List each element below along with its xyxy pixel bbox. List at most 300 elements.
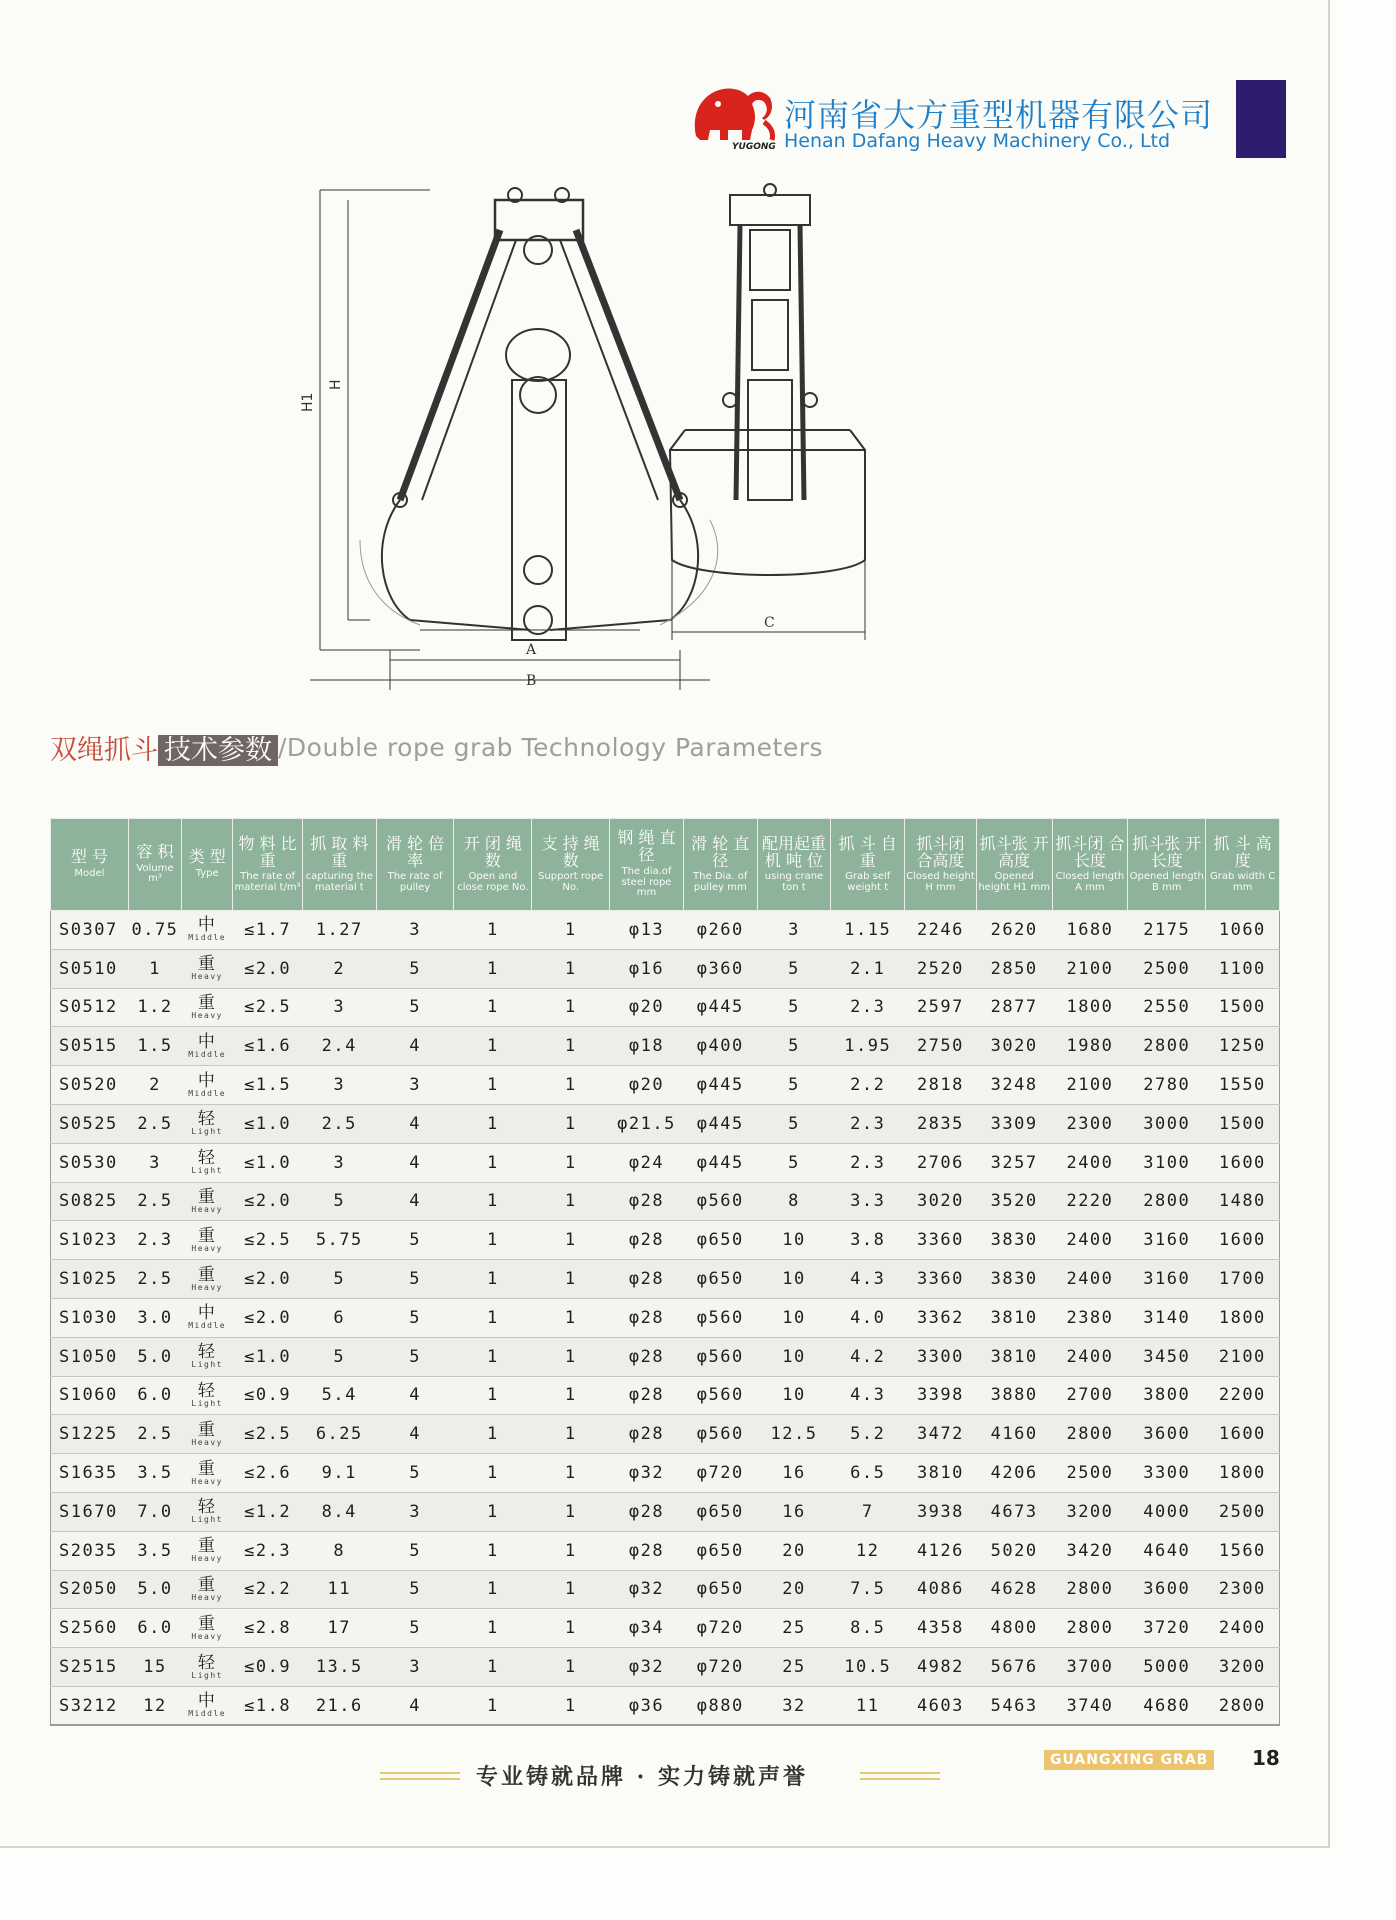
cell-capture: 9.1: [302, 1454, 376, 1493]
type-cn: 重: [197, 1264, 217, 1285]
cell-pulley-dia: φ445: [683, 1066, 757, 1105]
cell-rate: ≤2.2: [233, 1570, 303, 1609]
type-en: Heavy: [191, 1437, 223, 1447]
cell-support: 1: [532, 1182, 610, 1221]
cell-closed-h: 4126: [905, 1531, 977, 1570]
type-en: Middle: [188, 1321, 227, 1331]
cell-model: S0515: [51, 1027, 129, 1066]
cell-width: 2800: [1206, 1686, 1280, 1725]
cell-closed-l: 2100: [1052, 949, 1128, 988]
dimension-label-h1: H1: [300, 392, 316, 412]
cell-type: [182, 1648, 233, 1687]
cell-support: 1: [532, 1221, 610, 1260]
cell-opened-l: 3140: [1128, 1298, 1206, 1337]
cell-rope-dia: φ28: [610, 1415, 684, 1454]
table-row: [51, 1104, 1280, 1143]
cell-model: S1225: [51, 1415, 129, 1454]
side-view: [670, 184, 865, 640]
cell-model: S2035: [51, 1531, 129, 1570]
cell-volume: 1.5: [128, 1027, 181, 1066]
cell-crane: 10: [757, 1298, 831, 1337]
cell-model: S1023: [51, 1221, 129, 1260]
cell-open-close: 1: [454, 1066, 532, 1105]
cell-crane: 5: [757, 949, 831, 988]
column-header: [233, 819, 303, 911]
cell-rate: ≤2.0: [233, 949, 303, 988]
cell-pulley-dia: φ560: [683, 1337, 757, 1376]
cell-pulley-dia: φ360: [683, 949, 757, 988]
column-header-cn: 抓斗张 开高度: [979, 833, 1049, 870]
cell-rope-dia: φ13: [610, 911, 684, 950]
cell-rate: ≤2.0: [233, 1260, 303, 1299]
cell-pulley-rate: 4: [376, 1686, 454, 1725]
type-en: Middle: [188, 933, 227, 943]
type-cn: 中: [197, 915, 217, 936]
cell-pulley-dia: φ650: [683, 1531, 757, 1570]
cell-pulley-dia: φ560: [683, 1182, 757, 1221]
cell-opened-h: 3830: [976, 1221, 1052, 1260]
cell-capture: 11: [302, 1570, 376, 1609]
column-header: [454, 819, 532, 911]
cell-pulley-rate: 5: [376, 1454, 454, 1493]
cell-crane: 5: [757, 1143, 831, 1182]
table-header-row: [51, 819, 1280, 911]
cell-crane: 10: [757, 1376, 831, 1415]
cell-pulley-dia: φ560: [683, 1376, 757, 1415]
table-row: [51, 1298, 1280, 1337]
cell-pulley-dia: φ650: [683, 1492, 757, 1531]
dimension-label-b: B: [526, 673, 537, 689]
cell-pulley-dia: φ445: [683, 1143, 757, 1182]
column-header-en: Opened length B mm: [1129, 871, 1204, 893]
column-header-cn: 容 积: [136, 842, 174, 862]
cell-rate: ≤1.5: [233, 1066, 303, 1105]
table-row: [51, 1686, 1280, 1725]
cell-crane: 8: [757, 1182, 831, 1221]
dimension-label-a: A: [526, 642, 537, 658]
cell-closed-l: 3200: [1052, 1492, 1128, 1531]
column-header: [683, 819, 757, 911]
grab-technical-drawing: [300, 180, 1080, 700]
cell-pulley-rate: 4: [376, 1027, 454, 1066]
cell-closed-h: 2818: [905, 1066, 977, 1105]
brand-tag: GUANGXING GRAB: [1044, 1750, 1214, 1770]
cell-opened-h: 4160: [976, 1415, 1052, 1454]
column-header-cn: 滑 轮 倍 率: [385, 833, 445, 870]
cell-crane: 20: [757, 1570, 831, 1609]
cell-weight: 4.2: [831, 1337, 905, 1376]
cell-rate: ≤0.9: [233, 1648, 303, 1687]
type-cn: 轻: [197, 1342, 217, 1363]
cell-type: [182, 1182, 233, 1221]
cell-pulley-rate: 3: [376, 1066, 454, 1105]
cell-closed-h: 3398: [905, 1376, 977, 1415]
footer-slogan: [380, 1758, 940, 1794]
cell-opened-l: 2500: [1128, 949, 1206, 988]
cell-rate: ≤1.8: [233, 1686, 303, 1725]
type-en: Light: [191, 1127, 223, 1137]
type-en: Light: [191, 1360, 223, 1370]
cell-pulley-rate: 5: [376, 988, 454, 1027]
cell-capture: 6.25: [302, 1415, 376, 1454]
column-header: [610, 819, 684, 911]
cell-support: 1: [532, 1570, 610, 1609]
column-header-en: The Dia. of pulley mm: [693, 871, 748, 893]
cell-capture: 2.5: [302, 1104, 376, 1143]
cell-crane: 5: [757, 1027, 831, 1066]
cell-volume: 12: [128, 1686, 181, 1725]
section-title-en: /Double rope grab Technology Parameters: [278, 733, 824, 762]
cell-rope-dia: φ28: [610, 1492, 684, 1531]
cell-pulley-rate: 5: [376, 1298, 454, 1337]
cell-open-close: 1: [454, 949, 532, 988]
cell-type: [182, 1531, 233, 1570]
section-title-cn-2: 技术参数: [158, 735, 278, 766]
cell-closed-l: 3420: [1052, 1531, 1128, 1570]
type-cn: 重: [197, 1613, 217, 1634]
cell-closed-h: 2597: [905, 988, 977, 1027]
table-row: [51, 1648, 1280, 1687]
table-row: [51, 1415, 1280, 1454]
cell-closed-l: 2300: [1052, 1104, 1128, 1143]
cell-weight: 3.3: [831, 1182, 905, 1221]
cell-crane: 25: [757, 1609, 831, 1648]
cell-open-close: 1: [454, 1415, 532, 1454]
cell-weight: 3.8: [831, 1221, 905, 1260]
cell-width: 3200: [1206, 1648, 1280, 1687]
cell-closed-h: 2520: [905, 949, 977, 988]
cell-pulley-rate: 5: [376, 1221, 454, 1260]
column-header-en: The rate of pulley: [387, 871, 443, 893]
column-header-cn: 滑 轮 直 径: [691, 833, 750, 870]
cell-pulley-rate: 5: [376, 1260, 454, 1299]
cell-rate: ≤2.0: [233, 1182, 303, 1221]
table-row: [51, 988, 1280, 1027]
column-header: [302, 819, 376, 911]
cell-width: 1060: [1206, 911, 1280, 950]
cell-rate: ≤1.0: [233, 1337, 303, 1376]
type-cn: 重: [197, 954, 217, 975]
cell-weight: 2.3: [831, 1143, 905, 1182]
type-cn: 轻: [197, 1497, 217, 1518]
column-header: [51, 819, 129, 911]
cell-opened-h: 5676: [976, 1648, 1052, 1687]
cell-weight: 11: [831, 1686, 905, 1725]
cell-rate: ≤2.0: [233, 1298, 303, 1337]
cell-width: 1600: [1206, 1221, 1280, 1260]
cell-model: S1670: [51, 1492, 129, 1531]
cell-weight: 4.3: [831, 1260, 905, 1299]
column-header-en: Volume m³: [136, 862, 174, 885]
cell-crane: 5: [757, 988, 831, 1027]
cell-pulley-rate: 5: [376, 1609, 454, 1648]
cell-volume: 2.3: [128, 1221, 181, 1260]
cell-opened-l: 4000: [1128, 1492, 1206, 1531]
cell-open-close: 1: [454, 911, 532, 950]
cell-capture: 6: [302, 1298, 376, 1337]
cell-closed-h: 3810: [905, 1454, 977, 1493]
cell-support: 1: [532, 988, 610, 1027]
cell-model: S2515: [51, 1648, 129, 1687]
cell-capture: 5: [302, 1337, 376, 1376]
cell-volume: 2: [128, 1066, 181, 1105]
type-en: Heavy: [191, 1010, 223, 1020]
cell-type: [182, 949, 233, 988]
cell-volume: 2.5: [128, 1104, 181, 1143]
cell-capture: 1.27: [302, 911, 376, 950]
cell-type: [182, 1260, 233, 1299]
cell-closed-h: 3360: [905, 1260, 977, 1299]
table-row: [51, 1260, 1280, 1299]
cell-support: 1: [532, 1531, 610, 1570]
cell-open-close: 1: [454, 1531, 532, 1570]
cell-open-close: 1: [454, 1492, 532, 1531]
cell-weight: 7.5: [831, 1570, 905, 1609]
cell-support: 1: [532, 1143, 610, 1182]
column-header-en: capturing the material t: [305, 871, 373, 893]
cell-model: S2050: [51, 1570, 129, 1609]
type-cn: 轻: [197, 1652, 217, 1673]
cell-open-close: 1: [454, 988, 532, 1027]
parameters-table: [50, 818, 1280, 1726]
type-en: Heavy: [191, 1476, 223, 1486]
cell-support: 1: [532, 1686, 610, 1725]
cell-opened-h: 3020: [976, 1027, 1052, 1066]
cell-opened-h: 5463: [976, 1686, 1052, 1725]
cell-model: S0530: [51, 1143, 129, 1182]
cell-closed-h: 2706: [905, 1143, 977, 1182]
cell-volume: 2.5: [128, 1415, 181, 1454]
cell-capture: 8: [302, 1531, 376, 1570]
cell-closed-h: 3362: [905, 1298, 977, 1337]
type-en: Middle: [188, 1049, 227, 1059]
column-header: [757, 819, 831, 911]
table-row: [51, 1492, 1280, 1531]
cell-type: [182, 1376, 233, 1415]
cell-pulley-dia: φ560: [683, 1298, 757, 1337]
cell-rope-dia: φ28: [610, 1531, 684, 1570]
cell-opened-l: 2175: [1128, 911, 1206, 950]
type-cn: 中: [197, 1691, 217, 1712]
cell-capture: 3: [302, 988, 376, 1027]
logo-brand-text: YUGONG: [732, 142, 776, 152]
cell-closed-l: 3700: [1052, 1648, 1128, 1687]
cell-capture: 3: [302, 1143, 376, 1182]
cell-support: 1: [532, 1648, 610, 1687]
column-header: [182, 819, 233, 911]
column-header-cn: 抓 斗 高 度: [1213, 833, 1272, 870]
cell-weight: 4.0: [831, 1298, 905, 1337]
cell-type: [182, 1337, 233, 1376]
cell-capture: 2.4: [302, 1027, 376, 1066]
type-cn: 中: [197, 1303, 217, 1324]
cell-pulley-rate: 3: [376, 911, 454, 950]
cell-capture: 8.4: [302, 1492, 376, 1531]
cell-closed-h: 3360: [905, 1221, 977, 1260]
type-en: Heavy: [191, 972, 223, 982]
cell-opened-h: 3520: [976, 1182, 1052, 1221]
cell-width: 1550: [1206, 1066, 1280, 1105]
cell-capture: 5.75: [302, 1221, 376, 1260]
cell-closed-h: 2750: [905, 1027, 977, 1066]
type-cn: 重: [197, 1186, 217, 1207]
cell-capture: 5: [302, 1260, 376, 1299]
cell-open-close: 1: [454, 1182, 532, 1221]
cell-capture: 3: [302, 1066, 376, 1105]
column-header: [532, 819, 610, 911]
cell-pulley-dia: φ650: [683, 1570, 757, 1609]
front-view: [300, 180, 718, 690]
cell-weight: 2.1: [831, 949, 905, 988]
cell-opened-l: 5000: [1128, 1648, 1206, 1687]
cell-model: S0825: [51, 1182, 129, 1221]
cell-pulley-dia: φ650: [683, 1221, 757, 1260]
cell-volume: 1: [128, 949, 181, 988]
cell-rope-dia: φ32: [610, 1648, 684, 1687]
cell-type: [182, 1570, 233, 1609]
cell-width: 2500: [1206, 1492, 1280, 1531]
cell-width: 1500: [1206, 1104, 1280, 1143]
cell-opened-h: 4628: [976, 1570, 1052, 1609]
cell-open-close: 1: [454, 1686, 532, 1725]
cell-rope-dia: φ28: [610, 1298, 684, 1337]
type-en: Heavy: [191, 1554, 223, 1564]
cell-closed-l: 2400: [1052, 1143, 1128, 1182]
cell-type: [182, 1454, 233, 1493]
cell-opened-l: 3800: [1128, 1376, 1206, 1415]
cell-opened-l: 3720: [1128, 1609, 1206, 1648]
column-header-en: The dia.of steel rope mm: [621, 866, 672, 899]
cell-support: 1: [532, 1376, 610, 1415]
cell-model: S3212: [51, 1686, 129, 1725]
cell-rope-dia: φ24: [610, 1143, 684, 1182]
column-header-en: Closed height H mm: [906, 871, 975, 893]
column-header-cn: 抓斗张 开长度: [1132, 833, 1202, 870]
cell-crane: 32: [757, 1686, 831, 1725]
type-cn: 重: [197, 1574, 217, 1595]
type-en: Heavy: [191, 1204, 223, 1214]
cell-opened-l: 3600: [1128, 1570, 1206, 1609]
column-header-cn: 型 号: [70, 847, 108, 867]
cell-rate: ≤2.5: [233, 1221, 303, 1260]
cell-volume: 5.0: [128, 1337, 181, 1376]
cell-opened-l: 2550: [1128, 988, 1206, 1027]
column-header-en: Opened height H1 mm: [978, 871, 1050, 893]
cell-type: [182, 1221, 233, 1260]
cell-open-close: 1: [454, 1376, 532, 1415]
table-row: [51, 1531, 1280, 1570]
table-row: [51, 949, 1280, 988]
cell-width: 1560: [1206, 1531, 1280, 1570]
table-row: [51, 911, 1280, 950]
cell-volume: 15: [128, 1648, 181, 1687]
footer-slogan-text: 专业铸就品牌 · 实力铸就声誉: [476, 1764, 808, 1790]
cell-pulley-dia: φ720: [683, 1648, 757, 1687]
cell-opened-h: 3830: [976, 1260, 1052, 1299]
cell-volume: 5.0: [128, 1570, 181, 1609]
cell-crane: 20: [757, 1531, 831, 1570]
cell-opened-h: 3880: [976, 1376, 1052, 1415]
cell-rope-dia: φ34: [610, 1609, 684, 1648]
type-cn: 重: [197, 1225, 217, 1246]
cell-crane: 5: [757, 1066, 831, 1105]
cell-support: 1: [532, 1337, 610, 1376]
column-header-cn: 开 闭 绳 数: [463, 833, 522, 870]
cell-closed-h: 4358: [905, 1609, 977, 1648]
cell-pulley-rate: 4: [376, 1182, 454, 1221]
cell-opened-l: 2800: [1128, 1027, 1206, 1066]
cell-pulley-rate: 5: [376, 949, 454, 988]
cell-rope-dia: φ21.5: [610, 1104, 684, 1143]
table-row: [51, 1609, 1280, 1648]
cell-rate: ≤1.0: [233, 1143, 303, 1182]
cell-rope-dia: φ28: [610, 1221, 684, 1260]
cell-volume: 0.75: [128, 911, 181, 950]
table-row: [51, 1337, 1280, 1376]
cell-opened-l: 4640: [1128, 1531, 1206, 1570]
cell-rope-dia: φ36: [610, 1686, 684, 1725]
cell-opened-h: 3248: [976, 1066, 1052, 1105]
cell-rope-dia: φ28: [610, 1260, 684, 1299]
cell-open-close: 1: [454, 1298, 532, 1337]
cell-volume: 2.5: [128, 1260, 181, 1299]
cell-width: 2100: [1206, 1337, 1280, 1376]
cell-volume: 7.0: [128, 1492, 181, 1531]
column-header: [976, 819, 1052, 911]
table-row: [51, 1454, 1280, 1493]
cell-support: 1: [532, 1415, 610, 1454]
cell-open-close: 1: [454, 1648, 532, 1687]
type-cn: 中: [197, 1070, 217, 1091]
cell-rope-dia: φ20: [610, 988, 684, 1027]
cell-closed-h: 3938: [905, 1492, 977, 1531]
cell-opened-h: 4673: [976, 1492, 1052, 1531]
table-row: [51, 1376, 1280, 1415]
cell-opened-h: 3309: [976, 1104, 1052, 1143]
cell-crane: 16: [757, 1492, 831, 1531]
cell-type: [182, 1066, 233, 1105]
type-cn: 重: [197, 1419, 217, 1440]
cell-opened-l: 3160: [1128, 1221, 1206, 1260]
cell-width: 1480: [1206, 1182, 1280, 1221]
cell-rate: ≤0.9: [233, 1376, 303, 1415]
cell-weight: 2.2: [831, 1066, 905, 1105]
cell-model: S0520: [51, 1066, 129, 1105]
header: [684, 78, 1284, 164]
cell-opened-h: 2850: [976, 949, 1052, 988]
cell-crane: 10: [757, 1337, 831, 1376]
cell-open-close: 1: [454, 1260, 532, 1299]
column-header-cn: 类 型: [188, 847, 226, 867]
cell-support: 1: [532, 1298, 610, 1337]
table-row: [51, 1066, 1280, 1105]
cell-support: 1: [532, 949, 610, 988]
cell-support: 1: [532, 911, 610, 950]
cell-crane: 12.5: [757, 1415, 831, 1454]
table-row: [51, 1027, 1280, 1066]
cell-rope-dia: φ20: [610, 1066, 684, 1105]
cell-open-close: 1: [454, 1609, 532, 1648]
column-header-en: Grab width C mm: [1209, 871, 1276, 893]
cell-closed-l: 1980: [1052, 1027, 1128, 1066]
type-cn: 重: [197, 992, 217, 1013]
column-header-en: The rate of material t/m³: [234, 871, 301, 893]
cell-opened-l: 3450: [1128, 1337, 1206, 1376]
cell-type: [182, 1298, 233, 1337]
section-title: [50, 728, 823, 770]
cell-opened-h: 5020: [976, 1531, 1052, 1570]
column-header-cn: 配用起重 机 吨 位: [761, 833, 826, 870]
